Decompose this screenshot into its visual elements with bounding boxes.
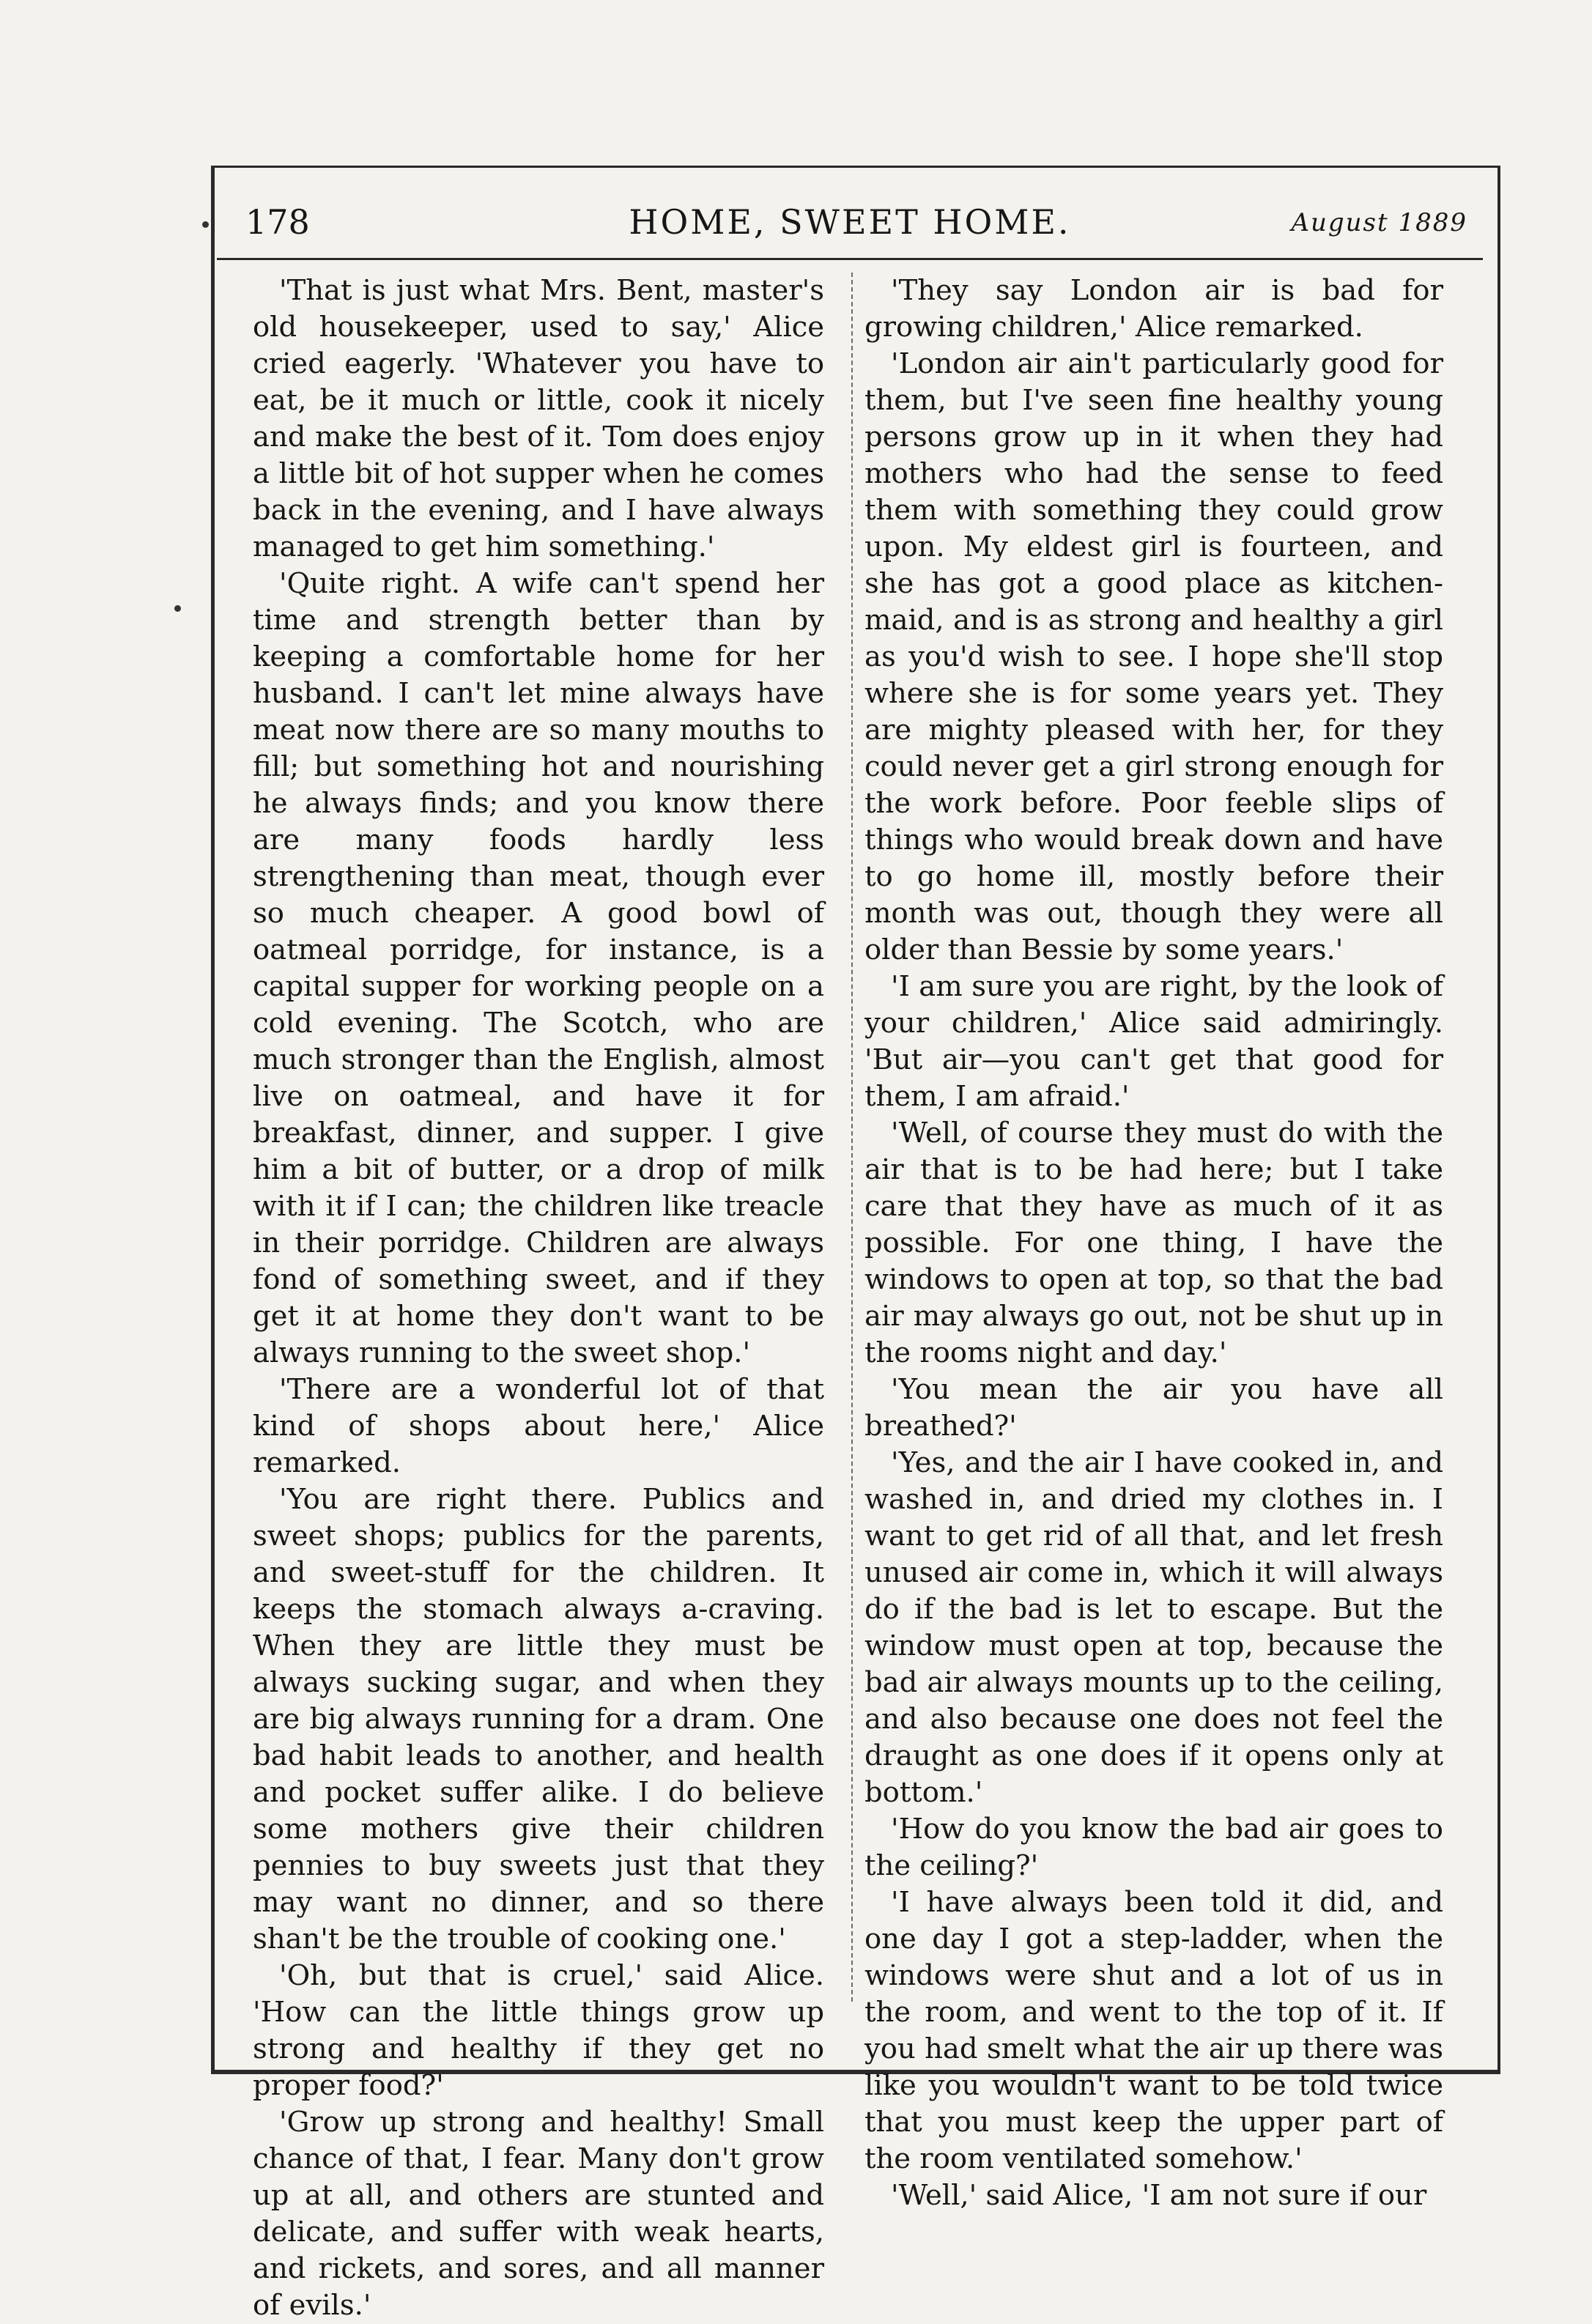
paragraph: 'That is just what Mrs. Bent, master's old housekeeper, used to say,' Alice cried eagerly. 'Whatever you have to eat, be it much or little, cook it nicely and make the best of it. Tom does enjoy a little bit of hot supper when he comes back in the evening, and I have always managed to get him something.' [253,274,824,563]
paragraph: 'How do you know the bad air goes to the ceiling?' [865,1813,1443,1882]
paragraph: 'There are a wonderful lot of that kind of shops about here,' Alice remarked. [253,1373,824,1479]
running-title: HOME, SWEET HOME. [629,202,1071,242]
text-column-right [865,273,1443,2214]
margin-speck [202,221,209,228]
paragraph: 'You are right there. Publics and sweet shops; publics for the parents, and sweet-stuff for the children. It keeps the stomach always a-craving. When they are little they must be always sucking sugar, and when they are big always running for a dram. One bad habit leads to another, and health and pocket suffer alike. I do believe some mothers give their children pennies to buy sweets just that they may want no dinner, and so there shan't be the trouble of cooking one.' [253,1483,824,1955]
paragraph: 'I have always been told it did, and one day I got a step-ladder, when the windows were shut and a lot of us in the room, and went to the top of it. If you had smelt what the air up there was like you wouldn't want to be told twice that you must keep the upper part of the room ventilated somehow.' [865,1886,1443,2175]
paragraph: 'They say London air is bad for growing children,' Alice remarked. [865,274,1443,344]
paragraph: 'Well, of course they must do with the air that is to be had here; but I take care that they have as much of it as possible. For one thing, I have the windows to open at top, so that the bad air may always go out, not be shut up in the rooms night and day.' [865,1117,1443,1369]
paragraph: 'Grow up strong and healthy! Small chance of that, I fear. Many don't grow up at all, and others are stunted and delicate, and suffer with weak hearts, and rickets, and sores, and all manner of evils.' [253,2106,824,2322]
paragraph: 'Yes, and the air I have cooked in, and washed in, and dried my clothes in. I want to get rid of all that, and let fresh unused air come in, which it will always do if the bad is let to escape. But the window must open at top, because the bad air always mounts up to the ceiling, and also because one does not feel the draught as one does if it opens only at bottom.' [865,1446,1443,1809]
paragraph: 'Well,' said Alice, 'I am not sure if our [891,2179,1427,2212]
paragraph: 'Quite right. A wife can't spend her time and strength better than by keeping a comfortable home for her husband. I can't let mine always have meat now there are so many mouths to fill; but something hot and nourishing he always finds; and you know there are many foods hardly less strengthening than meat, though ever so much cheaper. A good bowl of oatmeal porridge, for instance, is a capital supper for working people on a cold evening. The Scotch, who are much stronger than the English, almost live on oatmeal, and have it for breakfast, dinner, and supper. I give him a bit of butter, or a drop of milk with it if I can; the children like treacle in their porridge. Children are always fond of something sweet, and if they get it at home they don't want to be always running to the sweet shop.' [253,567,824,1369]
paragraph: 'London air ain't particularly good for them, but I've seen fine healthy young persons grow up in it when they had mothers who had the sense to feed them with something they could grow upon. My eldest girl is fourteen, and she has got a good place as kitchen-maid, and is as strong and healthy a girl as you'd wish to see. I hope she'll stop where she is for some years yet. They are mighty pleased with her, for they could never get a girl strong enough for the work before. Poor feeble slips of things who would break down and have to go home ill, mostly before their month was out, though they were all older than Bessie by some years.' [865,347,1443,966]
paragraph: 'I am sure you are right, by the look of your children,' Alice said admiringly. 'But air—you can't get that good for them, I am afraid.' [865,970,1443,1113]
paragraph: 'You mean the air you have all breathed?' [865,1373,1443,1443]
margin-speck [174,605,181,612]
issue-date: August 1889 [1291,208,1467,237]
running-header [216,198,1484,245]
text-column-left [253,273,824,2324]
header-rule [217,258,1483,260]
column-divider [851,273,853,2002]
paragraph: 'Oh, but that is cruel,' said Alice. 'How can the little things grow up strong and healthy if they get no proper food?' [253,1959,824,2102]
page-number: 178 [245,202,310,242]
